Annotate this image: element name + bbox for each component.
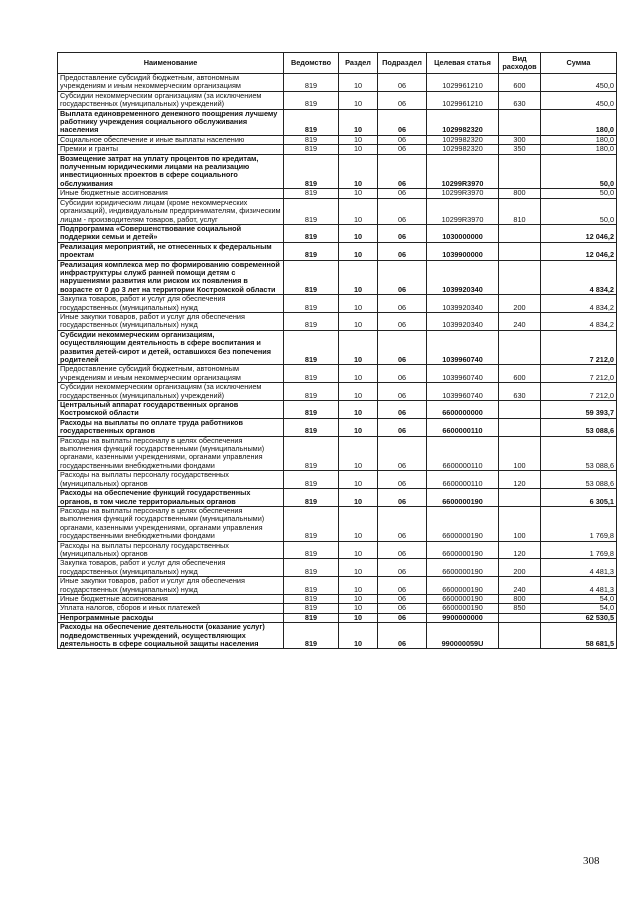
row-dept: 819: [284, 436, 339, 471]
row-kind: [499, 154, 541, 189]
row-section: 10: [339, 506, 378, 541]
table-row: [58, 506, 617, 541]
page-number: 308: [583, 855, 600, 867]
row-section: 10: [339, 471, 378, 489]
row-name: Субсидии некоммерческим организациям (за исключением государственных (муниципальных) учреждений): [58, 91, 284, 109]
row-dept: 819: [284, 135, 339, 144]
row-amount: 53 088,6: [541, 471, 617, 489]
row-dept: 819: [284, 418, 339, 436]
row-subsection: 06: [378, 613, 427, 622]
row-target: 9900000000: [427, 613, 499, 622]
row-dept: 819: [284, 189, 339, 198]
row-name: Реализация мероприятий, не отнесенных к федеральным проектам: [58, 242, 284, 260]
budget-table: [57, 52, 617, 649]
table-row: [58, 604, 617, 613]
row-amount: 1 769,8: [541, 541, 617, 559]
row-target: 6600000190: [427, 541, 499, 559]
row-target: 1039960740: [427, 365, 499, 383]
row-name: Расходы на выплаты персоналу в целях обеспечения выполнения функций государственными (муниципальными) органами, казенными учреждениями, органами управления государственными внебюджетными фондами: [58, 506, 284, 541]
row-amount: 54,0: [541, 594, 617, 603]
row-kind: [499, 489, 541, 507]
row-dept: 819: [284, 74, 339, 92]
row-kind: [499, 418, 541, 436]
row-amount: 6 305,1: [541, 489, 617, 507]
row-target: 1039920340: [427, 295, 499, 313]
row-name: Выплата единовременного денежного поощрения лучшему работнику учреждения социального обслуживания населения: [58, 109, 284, 135]
row-section: 10: [339, 224, 378, 242]
row-section: 10: [339, 489, 378, 507]
row-name: Расходы на обеспечение деятельности (оказание услуг) подведомственных учреждений, осуществляющих деятельность в сфере социальной защиты населения: [58, 623, 284, 649]
table-row: [58, 471, 617, 489]
row-target: 6600000190: [427, 604, 499, 613]
row-kind: 100: [499, 436, 541, 471]
row-amount: 4 481,3: [541, 577, 617, 595]
row-subsection: 06: [378, 489, 427, 507]
row-target: 6600000110: [427, 418, 499, 436]
row-dept: 819: [284, 91, 339, 109]
row-amount: 53 088,6: [541, 418, 617, 436]
row-amount: 1 769,8: [541, 506, 617, 541]
row-kind: [499, 330, 541, 365]
row-dept: 819: [284, 613, 339, 622]
row-dept: 819: [284, 506, 339, 541]
table-row: [58, 623, 617, 649]
table-row: [58, 418, 617, 436]
row-dept: 819: [284, 260, 339, 295]
row-dept: 819: [284, 224, 339, 242]
row-target: 1029961210: [427, 74, 499, 92]
row-section: 10: [339, 154, 378, 189]
row-dept: 819: [284, 109, 339, 135]
row-section: 10: [339, 541, 378, 559]
row-target: 6600000190: [427, 489, 499, 507]
row-subsection: 06: [378, 224, 427, 242]
row-dept: 819: [284, 577, 339, 595]
row-kind: 240: [499, 577, 541, 595]
row-name: Закупка товаров, работ и услуг для обеспечения государственных (муниципальных) нужд: [58, 295, 284, 313]
row-dept: 819: [284, 559, 339, 577]
row-amount: 62 530,5: [541, 613, 617, 622]
header-target: Целевая статья: [427, 53, 499, 74]
row-kind: 350: [499, 145, 541, 154]
row-subsection: 06: [378, 74, 427, 92]
row-name: Иные бюджетные ассигнования: [58, 189, 284, 198]
row-target: 1029982320: [427, 135, 499, 144]
header-subsection: Подраздел: [378, 53, 427, 74]
table-row: [58, 436, 617, 471]
row-section: 10: [339, 295, 378, 313]
row-name: Реализация комплекса мер по формированию современной инфраструктуры служб ранней помощи детям с нарушениями развития или риском их появления в возрасте от 0 до 3 лет на территории Костромской области: [58, 260, 284, 295]
row-name: Закупка товаров, работ и услуг для обеспечения государственных (муниципальных) нужд: [58, 559, 284, 577]
row-section: 10: [339, 260, 378, 295]
row-amount: 7 212,0: [541, 383, 617, 401]
row-section: 10: [339, 559, 378, 577]
row-kind: 800: [499, 189, 541, 198]
row-target: 6600000000: [427, 401, 499, 419]
row-name: Расходы на обеспечение функций государственных органов, в том числе территориальных органов: [58, 489, 284, 507]
row-subsection: 06: [378, 541, 427, 559]
row-kind: [499, 242, 541, 260]
row-section: 10: [339, 577, 378, 595]
row-kind: 100: [499, 506, 541, 541]
header-dept: Ведомство: [284, 53, 339, 74]
row-section: 10: [339, 109, 378, 135]
row-section: 10: [339, 418, 378, 436]
row-subsection: 06: [378, 145, 427, 154]
table-row: [58, 145, 617, 154]
row-name: Субсидии юридическим лицам (кроме некоммерческих организаций), индивидуальным предпринимателям, физическим лицам - производителям товаров, работ, услуг: [58, 198, 284, 224]
row-kind: 630: [499, 91, 541, 109]
row-kind: 300: [499, 135, 541, 144]
row-section: 10: [339, 594, 378, 603]
row-kind: [499, 613, 541, 622]
row-dept: 819: [284, 489, 339, 507]
row-name: Подпрограмма «Совершенствование социальной поддержки семьи и детей»: [58, 224, 284, 242]
row-section: 10: [339, 145, 378, 154]
table-row: [58, 91, 617, 109]
row-section: 10: [339, 312, 378, 330]
table-row: [58, 189, 617, 198]
row-subsection: 06: [378, 365, 427, 383]
row-target: 1039920340: [427, 260, 499, 295]
row-subsection: 06: [378, 577, 427, 595]
row-subsection: 06: [378, 594, 427, 603]
row-kind: 200: [499, 295, 541, 313]
row-dept: 819: [284, 604, 339, 613]
row-section: 10: [339, 401, 378, 419]
table-row: [58, 295, 617, 313]
row-section: 10: [339, 189, 378, 198]
row-dept: 819: [284, 198, 339, 224]
row-dept: 819: [284, 295, 339, 313]
table-row: [58, 224, 617, 242]
row-target: 1029982320: [427, 145, 499, 154]
row-name: Предоставление субсидий бюджетным, автономным учреждениям и иным некоммерческим организациям: [58, 74, 284, 92]
row-amount: 50,0: [541, 154, 617, 189]
row-dept: 819: [284, 623, 339, 649]
header-amount: Сумма: [541, 53, 617, 74]
row-kind: [499, 224, 541, 242]
row-target: 6600000110: [427, 436, 499, 471]
table-row: [58, 135, 617, 144]
row-kind: 810: [499, 198, 541, 224]
row-amount: 450,0: [541, 91, 617, 109]
row-target: 10299R3970: [427, 189, 499, 198]
row-target: 990000059U: [427, 623, 499, 649]
row-subsection: 06: [378, 559, 427, 577]
row-section: 10: [339, 74, 378, 92]
row-subsection: 06: [378, 295, 427, 313]
row-name: Премии и гранты: [58, 145, 284, 154]
row-target: 1029982320: [427, 109, 499, 135]
row-name: Расходы на выплаты персоналу государственных (муниципальных) органов: [58, 471, 284, 489]
row-section: 10: [339, 383, 378, 401]
row-subsection: 06: [378, 330, 427, 365]
row-section: 10: [339, 436, 378, 471]
row-section: 10: [339, 135, 378, 144]
row-subsection: 06: [378, 506, 427, 541]
row-name: Уплата налогов, сборов и иных платежей: [58, 604, 284, 613]
row-name: Расходы на выплаты персоналу в целях обеспечения выполнения функций государственными (муниципальными) органами, казенными учреждениями, органами управления государственными внебюджетными фондами: [58, 436, 284, 471]
row-name: Иные закупки товаров, работ и услуг для обеспечения государственных (муниципальных) нужд: [58, 577, 284, 595]
row-target: 10299R3970: [427, 198, 499, 224]
row-dept: 819: [284, 154, 339, 189]
row-name: Расходы на выплаты по оплате труда работников государственных органов: [58, 418, 284, 436]
row-section: 10: [339, 365, 378, 383]
row-target: 1030000000: [427, 224, 499, 242]
table-row: [58, 154, 617, 189]
row-kind: [499, 623, 541, 649]
table-row: [58, 365, 617, 383]
row-kind: 600: [499, 74, 541, 92]
row-dept: 819: [284, 401, 339, 419]
table-row: [58, 74, 617, 92]
row-kind: [499, 401, 541, 419]
table-row: [58, 242, 617, 260]
row-dept: 819: [284, 541, 339, 559]
table-row: [58, 260, 617, 295]
row-target: 1039900000: [427, 242, 499, 260]
row-kind: [499, 260, 541, 295]
table-row: [58, 613, 617, 622]
row-amount: 7 212,0: [541, 330, 617, 365]
row-amount: 4 834,2: [541, 260, 617, 295]
row-kind: 120: [499, 471, 541, 489]
row-subsection: 06: [378, 471, 427, 489]
row-amount: 180,0: [541, 145, 617, 154]
row-kind: 630: [499, 383, 541, 401]
table-row: [58, 594, 617, 603]
row-subsection: 06: [378, 242, 427, 260]
row-amount: 50,0: [541, 198, 617, 224]
table-row: [58, 401, 617, 419]
row-amount: 54,0: [541, 604, 617, 613]
row-kind: 120: [499, 541, 541, 559]
row-subsection: 06: [378, 604, 427, 613]
row-kind: 200: [499, 559, 541, 577]
table-row: [58, 109, 617, 135]
row-subsection: 06: [378, 198, 427, 224]
row-amount: 450,0: [541, 74, 617, 92]
table-row: [58, 198, 617, 224]
row-subsection: 06: [378, 401, 427, 419]
row-kind: 850: [499, 604, 541, 613]
row-subsection: 06: [378, 189, 427, 198]
header-section: Раздел: [339, 53, 378, 74]
table-header-row: [58, 53, 617, 74]
row-subsection: 06: [378, 154, 427, 189]
row-dept: 819: [284, 365, 339, 383]
row-dept: 819: [284, 471, 339, 489]
row-subsection: 06: [378, 91, 427, 109]
row-name: Возмещение затрат на уплату процентов по кредитам, полученным юридическими лицами на реализацию инвестиционных проектов в сфере социального обслуживания: [58, 154, 284, 189]
row-dept: 819: [284, 594, 339, 603]
row-amount: 58 681,5: [541, 623, 617, 649]
table-row: [58, 541, 617, 559]
row-amount: 53 088,6: [541, 436, 617, 471]
row-kind: 240: [499, 312, 541, 330]
row-target: 6600000190: [427, 506, 499, 541]
row-kind: 800: [499, 594, 541, 603]
table-row: [58, 383, 617, 401]
row-dept: 819: [284, 383, 339, 401]
table-row: [58, 330, 617, 365]
row-amount: 12 046,2: [541, 224, 617, 242]
row-dept: 819: [284, 145, 339, 154]
row-subsection: 06: [378, 418, 427, 436]
row-subsection: 06: [378, 312, 427, 330]
row-amount: 4 834,2: [541, 295, 617, 313]
table-row: [58, 312, 617, 330]
row-name: Расходы на выплаты персоналу государственных (муниципальных) органов: [58, 541, 284, 559]
row-target: 1039920340: [427, 312, 499, 330]
row-amount: 180,0: [541, 109, 617, 135]
header-name: Наименование: [58, 53, 284, 74]
row-section: 10: [339, 623, 378, 649]
row-target: 6600000190: [427, 577, 499, 595]
row-section: 10: [339, 198, 378, 224]
row-target: 1029961210: [427, 91, 499, 109]
table-row: [58, 577, 617, 595]
row-amount: 12 046,2: [541, 242, 617, 260]
row-name: Социальное обеспечение и иные выплаты населению: [58, 135, 284, 144]
row-amount: 4 834,2: [541, 312, 617, 330]
row-target: 6600000190: [427, 559, 499, 577]
table-row: [58, 559, 617, 577]
row-target: 6600000110: [427, 471, 499, 489]
row-amount: 59 393,7: [541, 401, 617, 419]
row-name: Предоставление субсидий бюджетным, автономным учреждениям и иным некоммерческим организациям: [58, 365, 284, 383]
row-kind: 600: [499, 365, 541, 383]
row-section: 10: [339, 613, 378, 622]
table-body: [58, 74, 617, 649]
row-name: Субсидии некоммерческим организациям, осуществляющим деятельность в сфере воспитания и развития детей-сирот и детей, оставшихся без попечения родителей: [58, 330, 284, 365]
row-section: 10: [339, 91, 378, 109]
header-kind: Вид расходов: [499, 53, 541, 74]
row-section: 10: [339, 242, 378, 260]
row-dept: 819: [284, 330, 339, 365]
row-target: 1039960740: [427, 330, 499, 365]
row-target: 10299R3970: [427, 154, 499, 189]
row-subsection: 06: [378, 436, 427, 471]
row-amount: 7 212,0: [541, 365, 617, 383]
row-name: Центральный аппарат государственных органов Костромской области: [58, 401, 284, 419]
row-section: 10: [339, 604, 378, 613]
row-dept: 819: [284, 312, 339, 330]
row-target: 1039960740: [427, 383, 499, 401]
table-row: [58, 489, 617, 507]
row-kind: [499, 109, 541, 135]
row-name: Субсидии некоммерческим организациям (за исключением государственных (муниципальных) учреждений): [58, 383, 284, 401]
row-subsection: 06: [378, 260, 427, 295]
row-amount: 4 481,3: [541, 559, 617, 577]
row-name: Иные бюджетные ассигнования: [58, 594, 284, 603]
row-target: 6600000190: [427, 594, 499, 603]
row-amount: 180,0: [541, 135, 617, 144]
row-name: Иные закупки товаров, работ и услуг для обеспечения государственных (муниципальных) нужд: [58, 312, 284, 330]
row-subsection: 06: [378, 623, 427, 649]
row-subsection: 06: [378, 135, 427, 144]
row-amount: 50,0: [541, 189, 617, 198]
row-dept: 819: [284, 242, 339, 260]
row-section: 10: [339, 330, 378, 365]
row-name: Непрограммные расходы: [58, 613, 284, 622]
row-subsection: 06: [378, 383, 427, 401]
row-subsection: 06: [378, 109, 427, 135]
